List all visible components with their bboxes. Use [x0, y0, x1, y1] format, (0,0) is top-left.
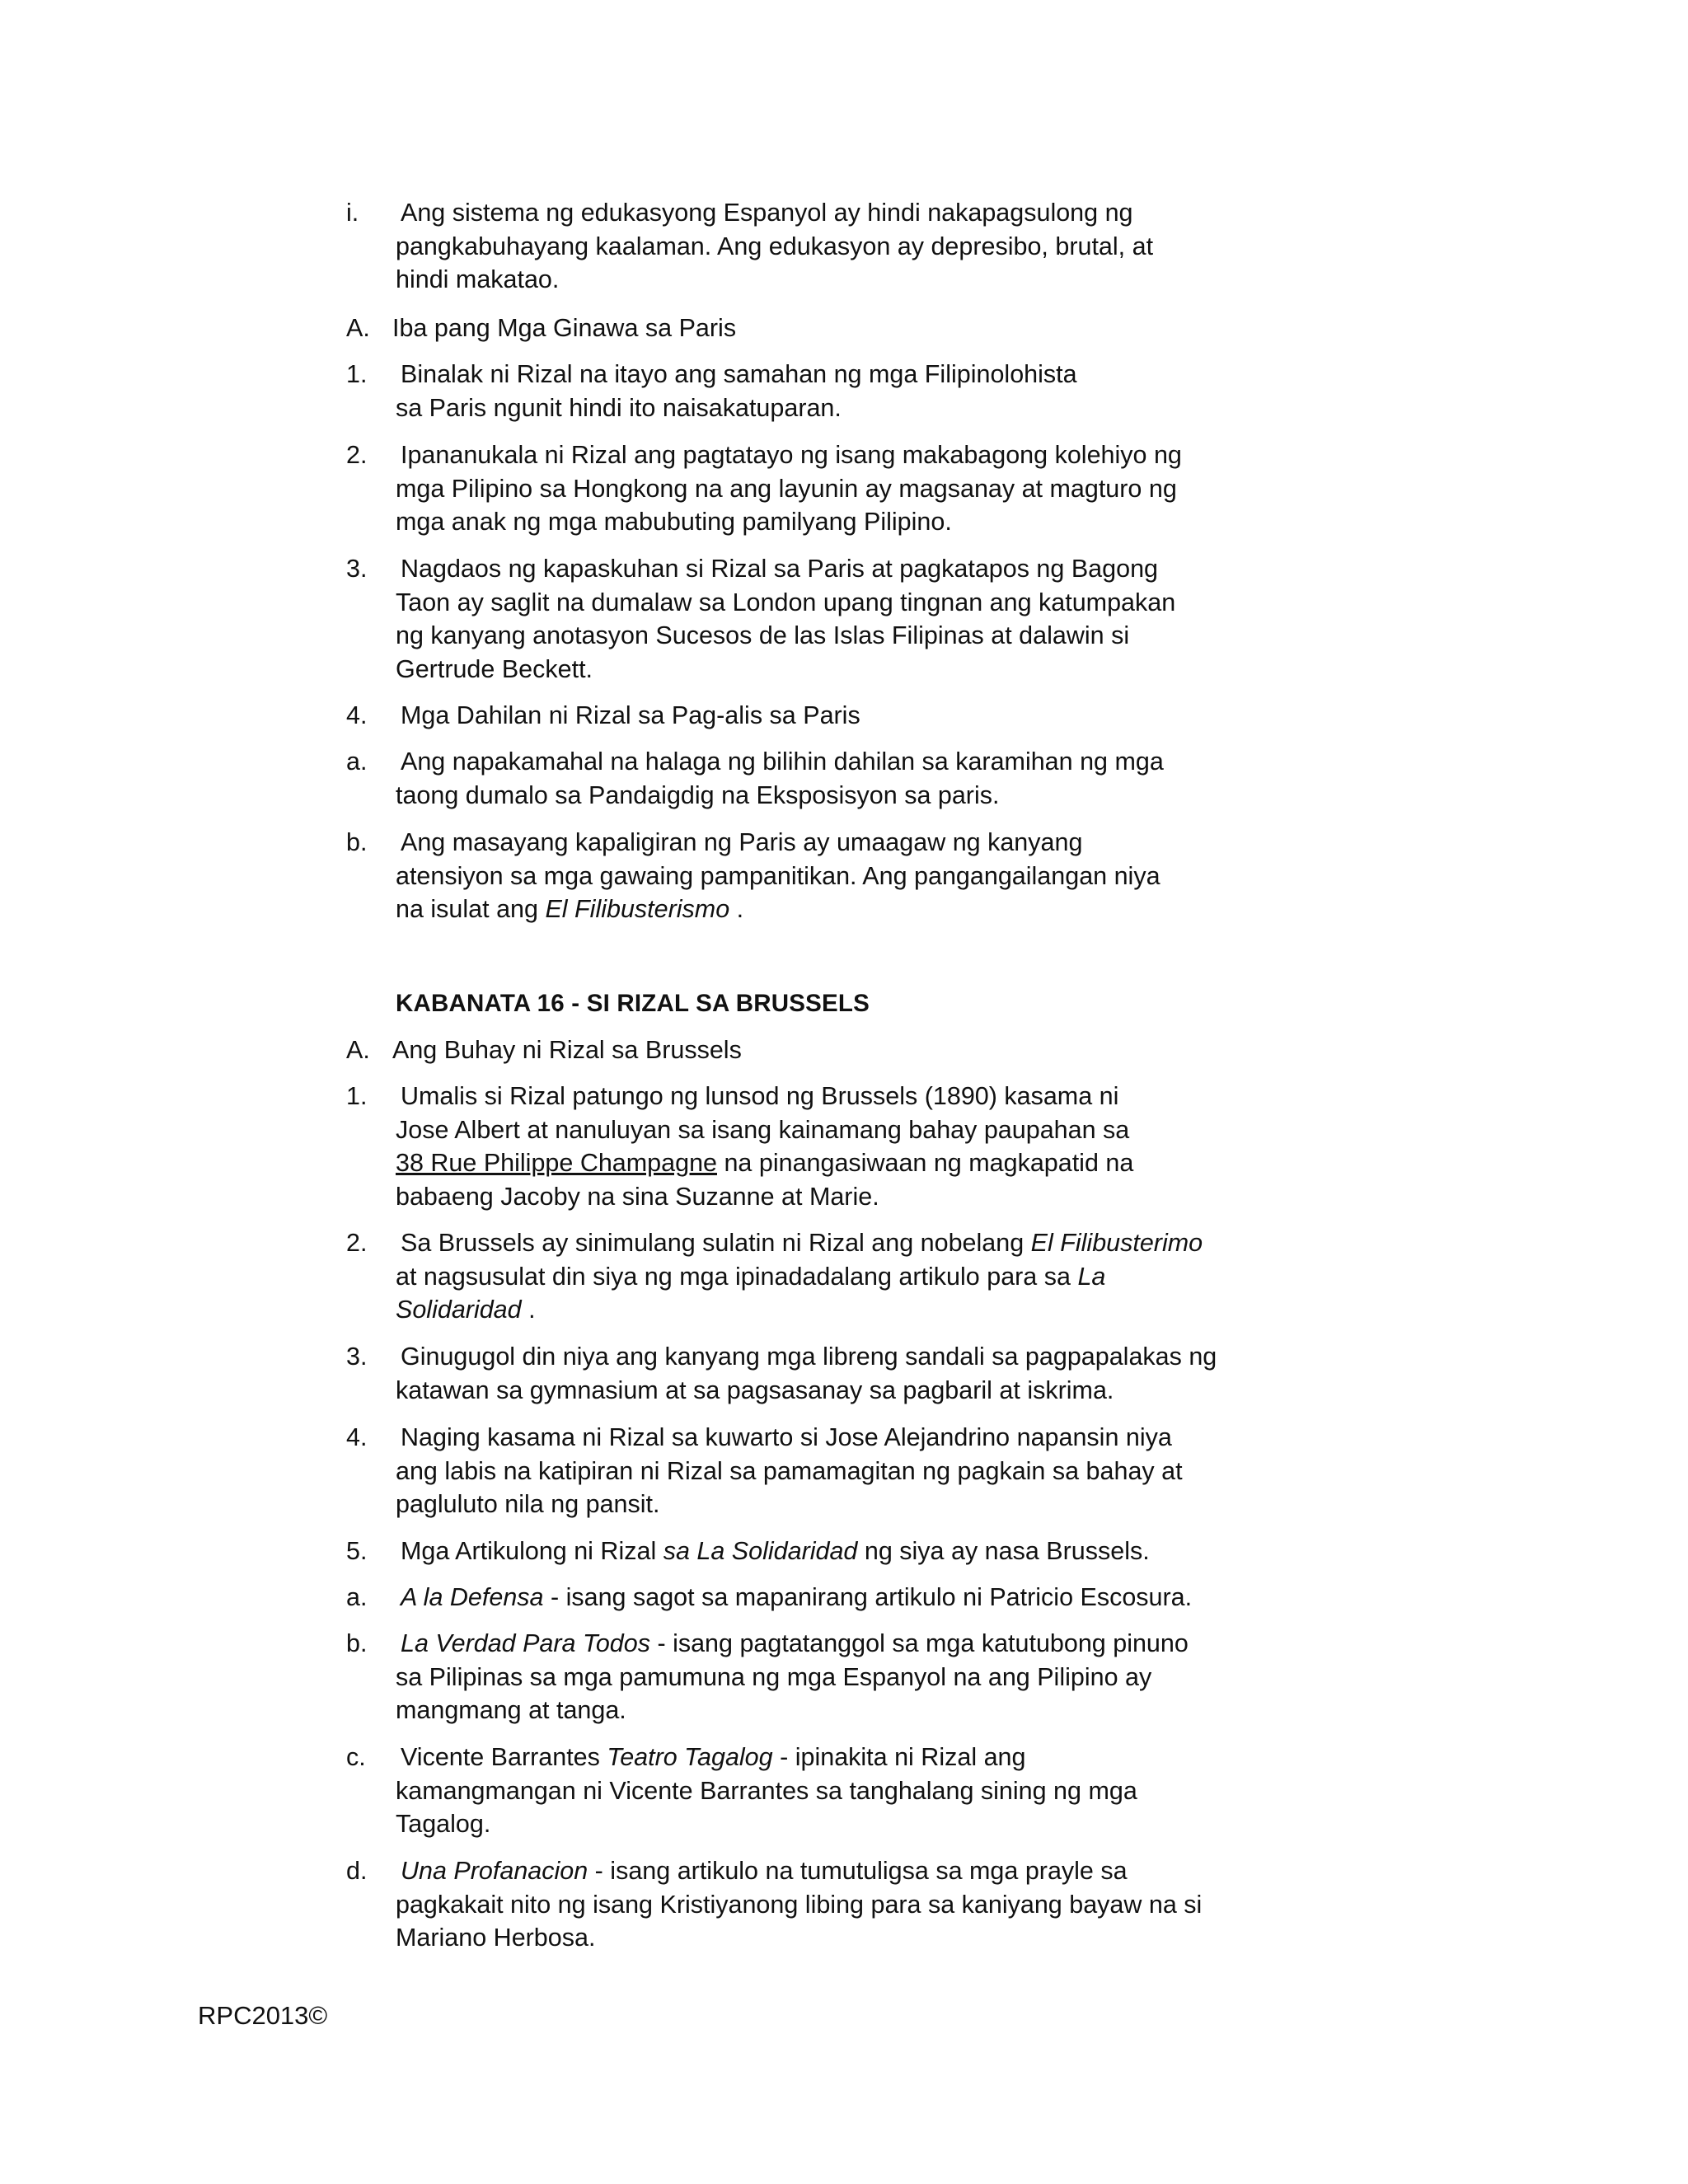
- list-item-1: [346, 358, 1220, 424]
- article-title: A la Defensa: [401, 1583, 544, 1611]
- list-item-c: [346, 1741, 1220, 1841]
- list-marker: A.: [346, 1036, 370, 1064]
- address-underlined: 38 Rue Philippe Champagne: [396, 1149, 717, 1177]
- list-item-3: [346, 1340, 1220, 1407]
- list-marker: 4.: [346, 1423, 368, 1451]
- text-run: - ipinakita ni Rizal ang kamangmangan ni Vicente Barrantes sa tanghalang sining ng mga Tagalog.: [396, 1743, 1137, 1838]
- list-marker: A.: [346, 314, 370, 342]
- list-marker: 5.: [346, 1537, 368, 1565]
- list-marker: 1.: [346, 1082, 368, 1110]
- text-run: .: [521, 1296, 536, 1324]
- list-item-text: [396, 1627, 1203, 1727]
- list-item-text: Ginugugol din niya ang kanyang mga libreng sandali sa pagpapalakas ng katawan sa gymnasium at sa pagsasanay sa pagbaril at iskrima.: [396, 1343, 1217, 1404]
- list-item-4: [346, 1421, 1220, 1521]
- list-marker: b.: [346, 1629, 368, 1657]
- list-item-text: [396, 1581, 1220, 1615]
- list-marker: 2.: [346, 441, 368, 469]
- page-footer: RPC2013©: [198, 2001, 328, 2030]
- newspaper-title: sa La Solidaridad: [663, 1537, 858, 1565]
- text-run: Umalis si Rizal patungo ng lunsod ng Brussels (1890) kasama ni Jose Albert at nanuluyan sa isang kainamang bahay paupahan sa: [396, 1082, 1130, 1144]
- list-item-4: [346, 699, 1220, 733]
- list-marker: a.: [346, 1583, 368, 1611]
- text-run: - isang sagot sa mapanirang artikulo ni Patricio Escosura.: [543, 1583, 1193, 1611]
- newspaper-title: La Solidaridad: [396, 1262, 1106, 1324]
- list-item-text: Ipananukala ni Rizal ang pagtatayo ng isang makabagong kolehiyo ng mga Pilipino sa Hongkong na ang layunin ay magsanay at magturo ng mga anak ng mga mabubuting pamilyang Pilipino.: [396, 441, 1182, 536]
- list-item-text: Mga Dahilan ni Rizal sa Pag-alis sa Paris: [401, 701, 860, 729]
- list-item-text: Binalak ni Rizal na itayo ang samahan ng mga Filipinolohista sa Paris ngunit hindi ito naisakatuparan.: [396, 360, 1077, 422]
- list-item-b: [346, 1627, 1220, 1727]
- text-run: Ang masayang kapaligiran ng Paris ay umaagaw ng kanyang atensiyon sa mga gawaing pampanitikan. Ang pangangailangan niya na isulat ang: [396, 828, 1160, 923]
- section-heading-iba-pang-ginawa: [346, 312, 1220, 345]
- list-marker: 3.: [346, 1343, 368, 1371]
- list-marker: 3.: [346, 555, 368, 583]
- list-item-2: [346, 438, 1220, 539]
- list-item-i: [346, 196, 1220, 297]
- book-title: El Filibusterimo: [1030, 1229, 1203, 1257]
- list-item-text: [396, 1535, 1220, 1568]
- list-marker: i.: [346, 199, 359, 227]
- list-item-text: Naging kasama ni Rizal sa kuwarto si Jose Alejandrino napansin niya ang labis na katipiran ni Rizal sa pamamagitan ng pagkain sa bahay at pagluluto nila ng pansit.: [396, 1423, 1183, 1518]
- list-item-2: [346, 1226, 1220, 1327]
- article-title: Teatro Tagalog: [607, 1743, 773, 1771]
- list-item-text: Nagdaos ng kapaskuhan si Rizal sa Paris at pagkatapos ng Bagong Taon ay saglit na dumalaw sa London upang tingnan ang katumpakan ng kanyang anotasyon Sucesos de las Islas Filipinas at dalawin si Gertrude Beckett.: [396, 555, 1176, 683]
- list-item-text: Ang sistema ng edukasyong Espanyol ay hindi nakapagsulong ng pangkabuhayang kaalaman. Ang edukasyon ay depresibo, brutal, at hindi makatao.: [396, 199, 1154, 293]
- article-title: Una Profanacion: [401, 1857, 588, 1885]
- text-run: - isang pagtatanggol sa mga katutubong pinuno sa Pilipinas sa mga pamumuna ng mga Espanyol na ang Pilipino ay mangmang at tanga.: [396, 1629, 1189, 1724]
- text-run: ng siya ay nasa Brussels.: [857, 1537, 1150, 1565]
- text-run: at nagsusulat din siya ng mga ipinadadalang artikulo para sa: [396, 1262, 1078, 1291]
- chapter-heading: KABANATA 16 - SI RIZAL SA BRUSSELS: [396, 990, 870, 1017]
- list-item-1: [346, 1080, 1220, 1213]
- list-marker: 1.: [346, 360, 368, 388]
- list-marker: c.: [346, 1743, 366, 1771]
- text-run: .: [729, 895, 744, 923]
- list-item-text: [396, 1741, 1154, 1841]
- text-run: Mga Artikulong ni Rizal: [401, 1537, 663, 1565]
- text-run: na pinangasiwaan ng magkapatid na babaeng Jacoby na sina Suzanne at Marie.: [396, 1149, 1134, 1211]
- list-item-text: [396, 826, 1187, 926]
- list-marker: d.: [346, 1857, 368, 1885]
- text-run: Sa Brussels ay sinimulang sulatin ni Rizal ang nobelang: [401, 1229, 1031, 1257]
- list-item-text: Iba pang Mga Ginawa sa Paris: [392, 314, 737, 342]
- article-title: La Verdad Para Todos: [401, 1629, 650, 1657]
- list-item-a: [346, 745, 1220, 812]
- list-item-a: [346, 1581, 1220, 1615]
- list-item-text: Ang Buhay ni Rizal sa Brussels: [392, 1036, 742, 1064]
- list-marker: 2.: [346, 1229, 368, 1257]
- list-marker: 4.: [346, 701, 368, 729]
- text-run: Vicente Barrantes: [401, 1743, 607, 1771]
- list-item-d: [346, 1854, 1220, 1955]
- list-item-text: [396, 1854, 1203, 1955]
- list-item-5: [346, 1535, 1220, 1568]
- list-marker: a.: [346, 748, 368, 776]
- list-item-text: [396, 1226, 1207, 1327]
- text-run: - isang artikulo na tumutuligsa sa mga prayle sa pagkakait nito ng isang Kristiyanong libing para sa kaniyang bayaw na si Mariano Herbosa.: [396, 1857, 1203, 1952]
- list-item-text: Ang napakamahal na halaga ng bilihin dahilan sa karamihan ng mga taong dumalo sa Pandaigdig na Eksposisyon sa paris.: [396, 748, 1164, 809]
- book-title: El Filibusterismo: [545, 895, 730, 923]
- list-item-b: [346, 826, 1220, 926]
- list-item-text: [396, 1080, 1162, 1213]
- list-item-3: [346, 552, 1220, 686]
- list-marker: b.: [346, 828, 368, 856]
- section-heading-buhay-sa-brussels: [346, 1033, 1220, 1067]
